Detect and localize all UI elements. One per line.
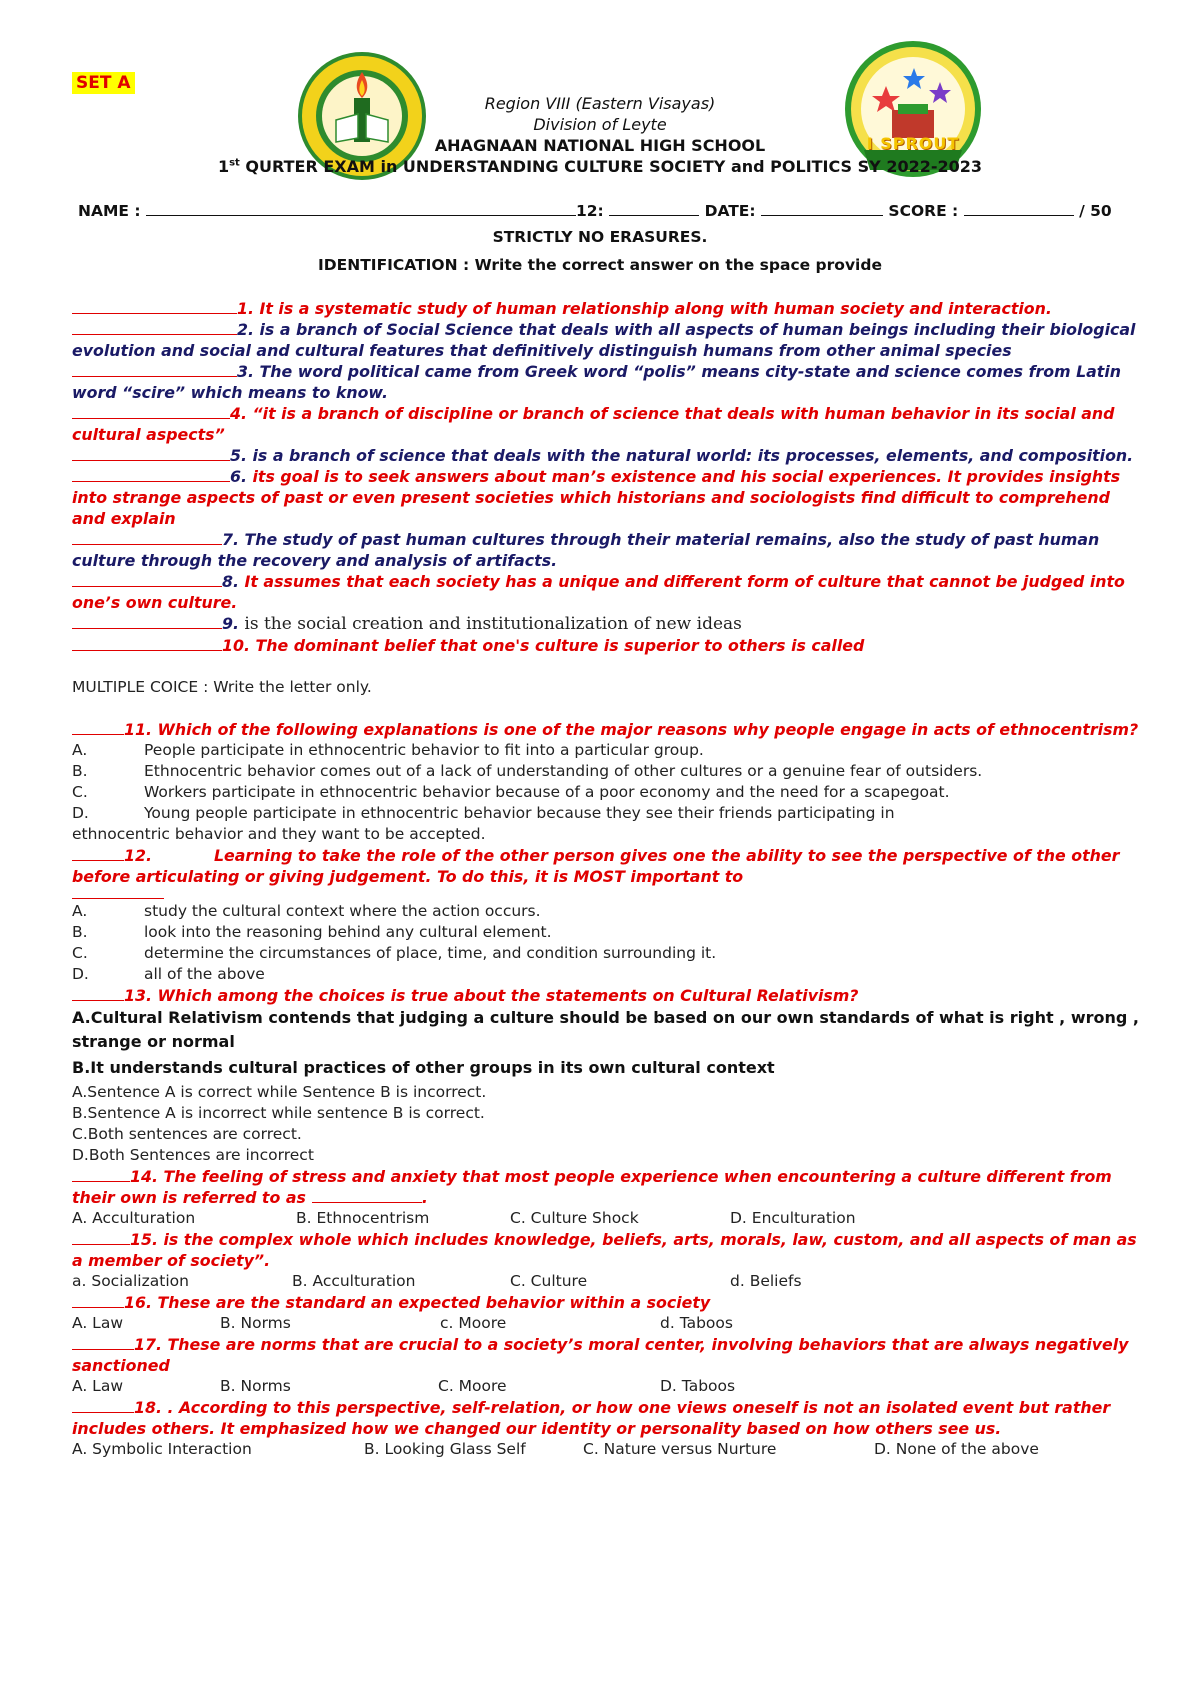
division-line: Division of Leyte — [533, 115, 667, 134]
answer-blank[interactable] — [72, 375, 237, 377]
option-13-a[interactable]: A.Sentence A is correct while Sentence B is incorrect. — [72, 1083, 487, 1101]
exam-content — [72, 298, 1142, 1460]
option-12-b[interactable]: B. look into the reasoning behind any cultural element. — [72, 923, 552, 941]
answer-blank[interactable] — [72, 480, 230, 482]
option-13-b[interactable]: B.Sentence A is incorrect while sentence B is correct. — [72, 1104, 485, 1122]
answer-blank[interactable] — [72, 1180, 130, 1182]
option-12-a[interactable]: A. study the cultural context where the action occurs. — [72, 902, 541, 920]
name-field[interactable] — [146, 214, 576, 216]
grade-field[interactable] — [609, 214, 699, 216]
answer-blank[interactable] — [72, 897, 164, 899]
score-field[interactable] — [964, 214, 1074, 216]
option-14-d[interactable]: D. Enculturation — [730, 1209, 856, 1227]
school-name: AHAGNAAN NATIONAL HIGH SCHOOL — [434, 136, 766, 155]
option-18-b[interactable]: B. Looking Glass Self — [364, 1440, 526, 1458]
statement-b: B.It understands cultural practices of other groups in its own cultural context — [72, 1058, 775, 1077]
option-17-d[interactable]: D. Taboos — [660, 1377, 736, 1395]
option-18-c[interactable]: C. Nature versus Nurture — [583, 1440, 777, 1458]
option-16-d[interactable]: d. Taboos — [660, 1314, 733, 1332]
name-label: NAME : — [78, 202, 141, 220]
multiple-choice-instructions: MULTIPLE COICE : Write the letter only. — [72, 678, 372, 696]
option-16-b[interactable]: B. Norms — [220, 1314, 291, 1332]
student-info-line — [78, 202, 1138, 220]
identification-item-1: 1. It is a systematic study of human relationship along with human society and interaction. — [72, 298, 1142, 319]
identification-item-10: 10. The dominant belief that one's culture is superior to others is called — [72, 635, 1142, 656]
region-line: Region VIII (Eastern Visayas) — [484, 94, 716, 113]
question-18: 18. . According to this perspective, self-relation, or how one views oneself is not an isolated event but rather includes others. It emphasized how we changed our identity or personality based on how others see us. — [72, 1398, 1111, 1438]
set-label: SET A — [72, 72, 135, 94]
option-11-b[interactable]: B. Ethnocentric behavior comes out of a lack of understanding of other cultures or a genuine fear of outsiders. — [72, 762, 983, 780]
option-13-d[interactable]: D.Both Sentences are incorrect — [72, 1146, 314, 1164]
question-12: 12. Learning to take the role of the other person gives one the ability to see the perspective of the other before articulating or giving judgement. To do this, it is MOST important to — [72, 846, 1120, 886]
exam-title: 1st QURTER EXAM in UNDERSTANDING CULTURE SOCIETY and POLITICS SY 2022-2023 — [217, 157, 983, 176]
identification-item-3: 3. The word political came from Greek word “polis” means city-state and science comes from Latin word “scire” which means to know. — [72, 362, 1122, 402]
option-12-c[interactable]: C. determine the circumstances of place, time, and condition surrounding it. — [72, 944, 717, 962]
question-11: 11. Which of the following explanations is one of the major reasons why people engage in acts of ethnocentrism? — [72, 719, 1142, 740]
answer-blank[interactable] — [72, 585, 222, 587]
identification-item-8: 8. It assumes that each society has a unique and different form of culture that cannot be judged into one’s own culture. — [72, 572, 1125, 612]
identification-item-7: 7. The study of past human cultures through their material remains, also the study of past human culture through the recovery and analysis of artifacts. — [72, 530, 1100, 570]
identification-item-9: 9. is the social creation and institutionalization of new ideas — [72, 613, 1142, 635]
identification-item-6: 6. its goal is to seek answers about man’s existence and his social experiences. It provides insights into strange aspects of past or even present societies which historians and sociologists find difficult to comprehend and explain — [72, 467, 1121, 528]
option-15-b[interactable]: B. Acculturation — [292, 1272, 416, 1290]
question-15: 15. is the complex whole which includes knowledge, beliefs, arts, morals, law, custom, and all aspects of man as a member of society”. — [72, 1230, 1137, 1270]
answer-blank[interactable] — [72, 1348, 134, 1350]
option-16-a[interactable]: A. Law — [72, 1314, 123, 1332]
total-label: / 50 — [1079, 202, 1112, 220]
question-14: 14. The feeling of stress and anxiety that most people experience when encountering a culture different from their own is referred to as . — [72, 1167, 1112, 1207]
inline-blank[interactable] — [312, 1201, 422, 1203]
date-label: DATE: — [704, 202, 756, 220]
answer-blank[interactable] — [72, 627, 222, 629]
option-11-d-continued: ethnocentric behavior and they want to be accepted. — [72, 825, 486, 843]
option-18-d[interactable]: D. None of the above — [874, 1440, 1039, 1458]
answer-blank[interactable] — [72, 999, 124, 1001]
answer-blank[interactable] — [72, 1411, 134, 1413]
option-11-c[interactable]: C. Workers participate in ethnocentric behavior because of a poor economy and the need for a scapegoat. — [72, 783, 950, 801]
answer-blank[interactable] — [72, 649, 222, 651]
options-16 — [72, 1313, 1142, 1334]
options-18 — [72, 1439, 1142, 1460]
score-label: SCORE : — [888, 202, 959, 220]
option-12-d[interactable]: D. all of the above — [72, 965, 265, 983]
option-14-a[interactable]: A. Acculturation — [72, 1209, 196, 1227]
answer-blank[interactable] — [72, 859, 124, 861]
identification-instructions: IDENTIFICATION : Write the correct answer on the space provide — [318, 256, 882, 274]
answer-blank[interactable] — [72, 543, 222, 545]
options-15 — [72, 1271, 1142, 1292]
grade-label: 12: — [575, 202, 604, 220]
option-15-d[interactable]: d. Beliefs — [730, 1272, 802, 1290]
answer-blank[interactable] — [72, 417, 230, 419]
option-11-a[interactable]: A. People participate in ethnocentric behavior to fit into a particular group. — [72, 741, 704, 759]
answer-blank[interactable] — [72, 733, 124, 735]
options-14 — [72, 1208, 1142, 1229]
option-17-b[interactable]: B. Norms — [220, 1377, 291, 1395]
answer-blank[interactable] — [72, 459, 230, 461]
option-18-a[interactable]: A. Symbolic Interaction — [72, 1440, 252, 1458]
option-15-a[interactable]: a. Socialization — [72, 1272, 189, 1290]
answer-blank[interactable] — [72, 333, 237, 335]
question-13: 13. Which among the choices is true about the statements on Cultural Relativism? — [72, 985, 1142, 1006]
option-17-c[interactable]: C. Moore — [438, 1377, 507, 1395]
identification-item-4: 4. “it is a branch of discipline or branch of science that deals with human behavior in its social and cultural aspects” — [72, 404, 1115, 444]
logo-caption: I SPROUT — [866, 134, 960, 153]
answer-blank[interactable] — [72, 1243, 130, 1245]
answer-blank[interactable] — [72, 312, 237, 314]
option-17-a[interactable]: A. Law — [72, 1377, 123, 1395]
question-17: 17. These are norms that are crucial to a society’s moral center, involving behaviors that are always negatively sanctioned — [72, 1335, 1129, 1375]
statement-a: A.Cultural Relativism contends that judging a culture should be based on our own standards of what is right , wrong , strange or normal — [72, 1008, 1139, 1051]
options-17 — [72, 1376, 1142, 1397]
option-15-c[interactable]: C. Culture — [510, 1272, 588, 1290]
option-14-b[interactable]: B. Ethnocentrism — [296, 1209, 430, 1227]
option-14-c[interactable]: C. Culture Shock — [510, 1209, 639, 1227]
option-13-c[interactable]: C.Both sentences are correct. — [72, 1125, 302, 1143]
identification-item-2: 2. is a branch of Social Science that deals with all aspects of human beings including their biological evolution and social and cultural features that definitively distinguish humans from other animal species — [72, 320, 1136, 360]
date-field[interactable] — [761, 214, 883, 216]
question-16: 16. These are the standard an expected behavior within a society — [72, 1292, 1142, 1313]
option-16-c[interactable]: c. Moore — [440, 1314, 507, 1332]
option-11-d[interactable]: D. Young people participate in ethnocentric behavior because they see their friends participating in — [72, 804, 895, 822]
identification-item-5: 5. is a branch of science that deals with the natural world: its processes, elements, and composition. — [72, 445, 1142, 466]
answer-blank[interactable] — [72, 1306, 124, 1308]
no-erasures-note: STRICTLY NO ERASURES. — [492, 228, 708, 246]
